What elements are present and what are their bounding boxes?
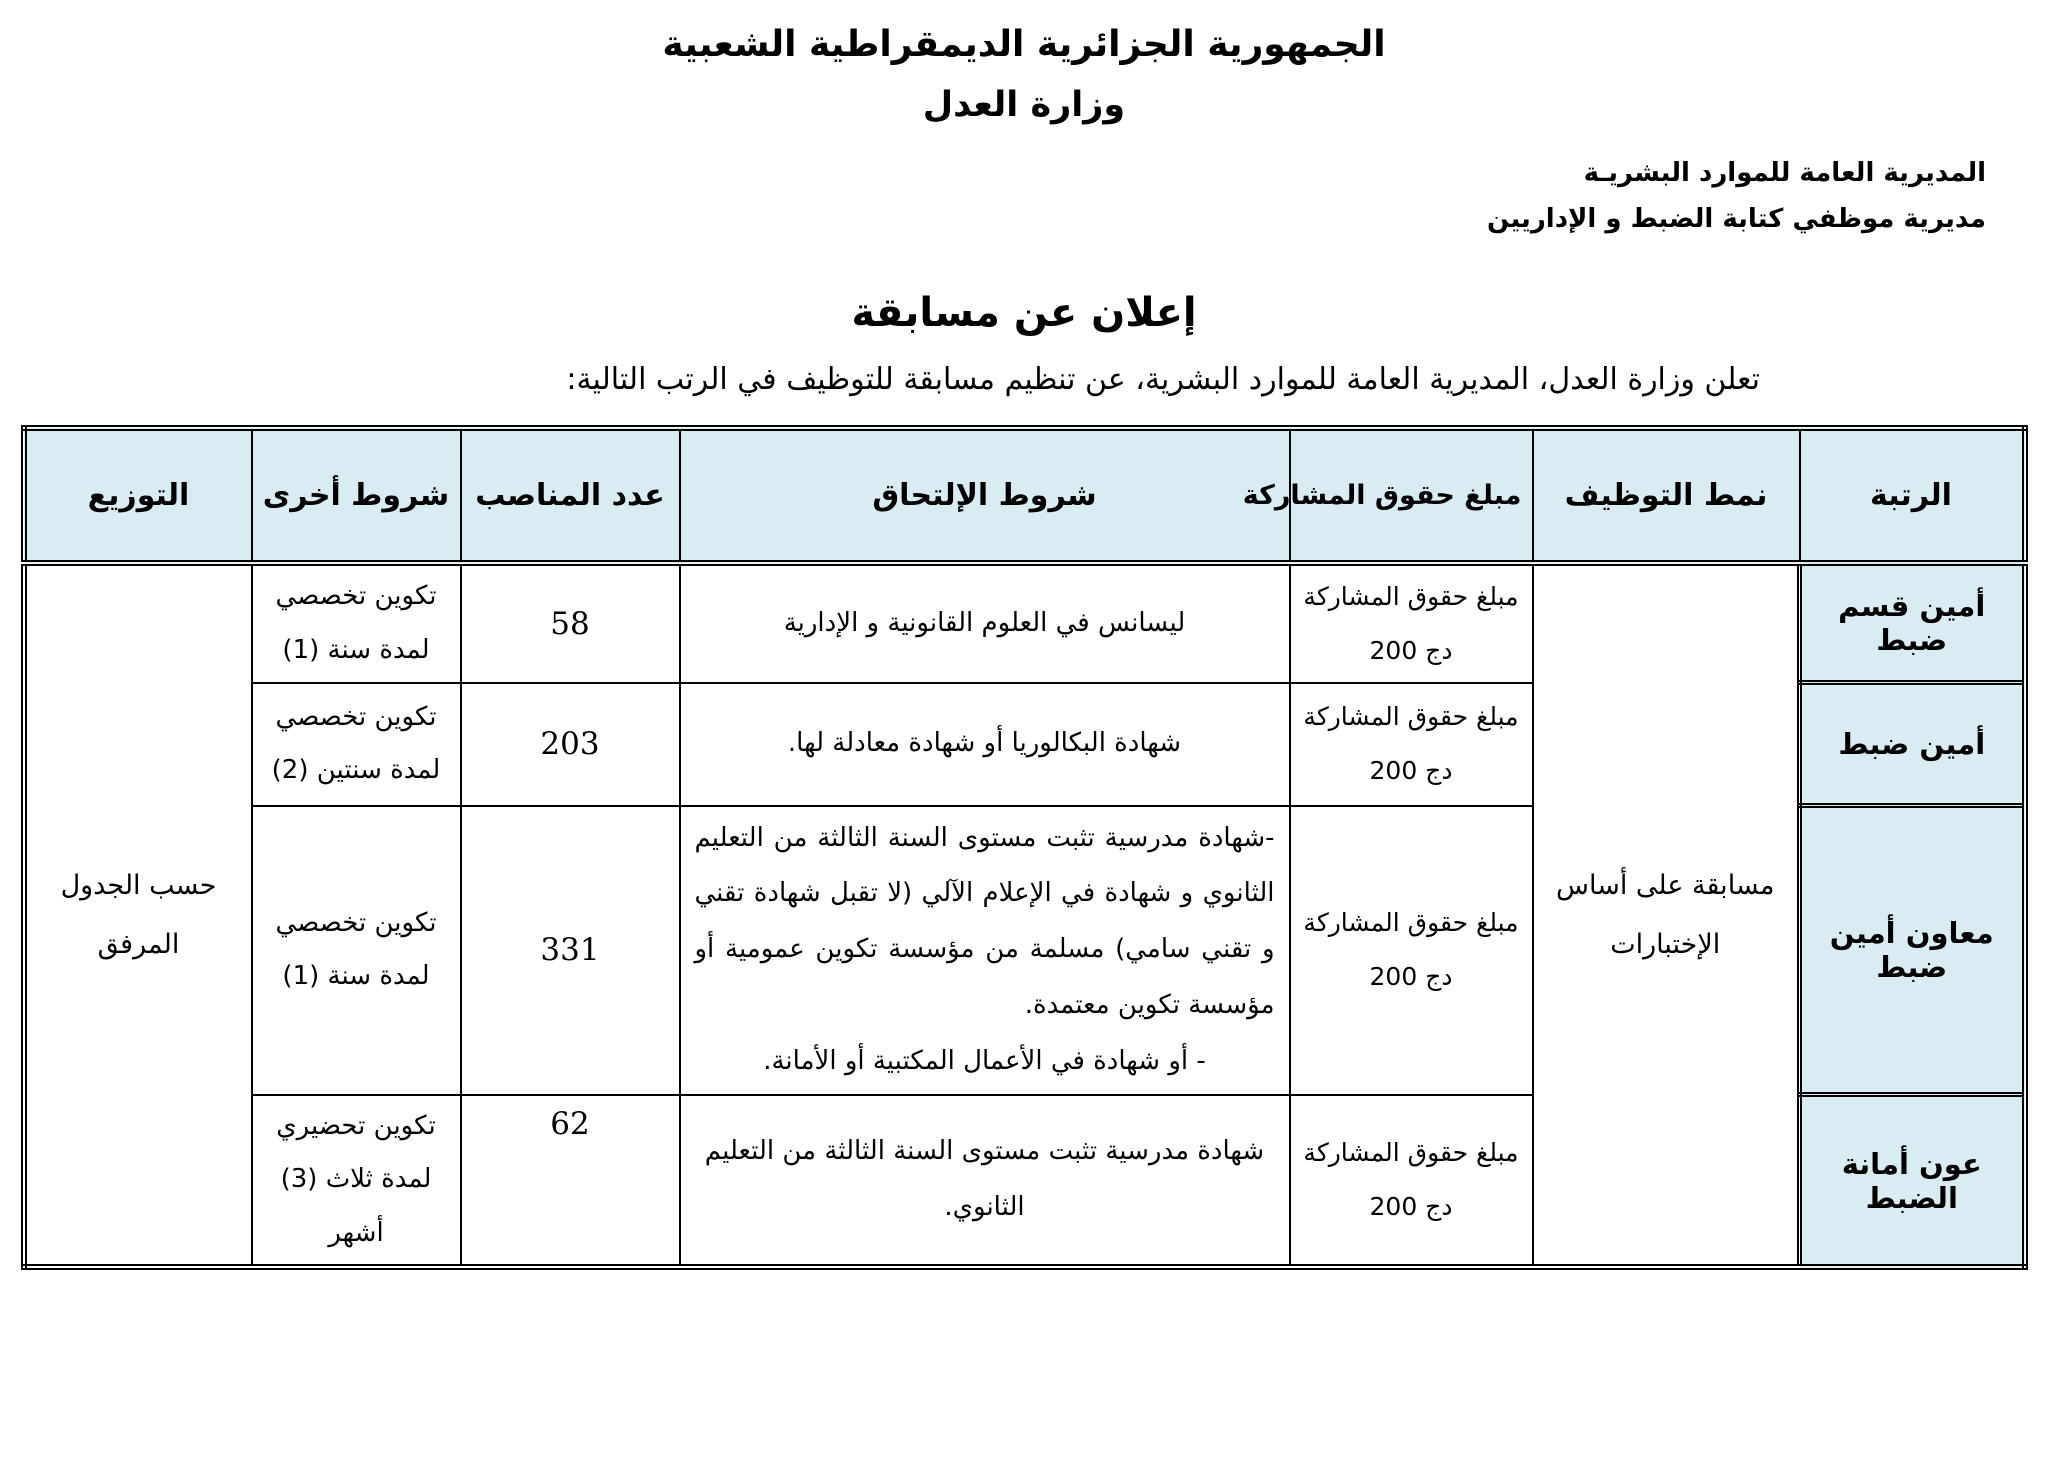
fee-amount: 200 دج	[1369, 1191, 1453, 1221]
fee-label: مبلغ حقوق المشاركة	[1303, 702, 1519, 732]
fee-label: مبلغ حقوق المشاركة	[1303, 582, 1519, 611]
table-row	[24, 563, 2025, 683]
col-header-rank: الرتبة	[1800, 428, 2025, 563]
col-header-distribution: التوزيع	[24, 428, 252, 563]
intro-paragraph: تعلن وزارة العدل، المديرية العامة للموارد البشرية، عن تنظيم مسابقة للتوظيف في الرتب التالية:	[566, 362, 1760, 397]
other-conditions-cell: تكوين تحضيري لمدة ثلاث (3) أشهر	[252, 1095, 461, 1267]
rank-cell: أمين ضبط	[1800, 683, 2025, 806]
other-conditions-cell: تكوين تخصصي لمدة سنة (1)	[252, 563, 461, 683]
positions-cell: 203	[461, 683, 680, 806]
table-header-row	[24, 428, 2025, 563]
positions-cell: 62	[461, 1095, 680, 1267]
document-page	[0, 24, 2048, 1472]
fee-cell	[1290, 806, 1533, 1095]
fee-label: مبلغ حقوق المشاركة	[1303, 1138, 1519, 1168]
conditions-cell: ليسانس في العلوم القانونية و الإدارية	[680, 563, 1290, 683]
directorate-line-2: مديرية موظفي كتابة الضبط و الإداريين	[1487, 203, 1986, 234]
fee-amount: 200 دج	[1369, 756, 1453, 785]
col-header-admission-conditions: شروط الإلتحاق	[680, 428, 1290, 563]
conditions-cell: شهادة البكالوريا أو شهادة معادلة لها.	[680, 683, 1290, 806]
fee-cell	[1290, 563, 1533, 683]
directorate-block	[0, 151, 1986, 242]
fee-amount: 200 دج	[1369, 635, 1453, 665]
rank-cell: عون أمانة الضبط	[1800, 1095, 2025, 1267]
announcement-title: إعلان عن مسابقة	[851, 290, 1197, 336]
other-conditions-cell: تكوين تخصصي لمدة سنتين (2)	[252, 683, 461, 806]
conditions-cell	[680, 806, 1290, 1095]
positions-cell: 58	[461, 563, 680, 683]
ministry-title: وزارة العدل	[922, 85, 1126, 125]
conditions-paragraph-main: -شهادة مدرسية تثبت مستوى السنة الثالثة من التعليم الثانوي و شهادة في الإعلام الآلي (لا تقبل شهادة تقني و تقني سامي) مسلمة من مؤسسة تكوين عمومية أو مؤسسة تكوين معتمدة.	[694, 822, 1275, 1021]
positions-cell: 331	[461, 806, 680, 1095]
other-conditions-cell: تكوين تخصصي لمدة سنة (1)	[252, 806, 461, 1095]
conditions-paragraph-alt: - أو شهادة في الأعمال المكتبية أو الأمانة.	[763, 1046, 1206, 1077]
col-header-participation-fee: مبلغ حقوق المشاركة	[1290, 428, 1533, 563]
fee-label: مبلغ حقوق المشاركة	[1303, 908, 1519, 938]
fee-amount: 200 دج	[1369, 962, 1453, 992]
conditions-cell: شهادة مدرسية تثبت مستوى السنة الثالثة من التعليم الثانوي.	[680, 1095, 1290, 1267]
recruitment-mode-cell: مسابقة على أساس الإختبارات	[1533, 563, 1800, 1267]
col-header-positions-count: عدد المناصب	[461, 428, 680, 563]
fee-cell	[1290, 683, 1533, 806]
col-header-recruitment-mode: نمط التوظيف	[1533, 428, 1800, 563]
distribution-cell: حسب الجدول المرفق	[24, 563, 252, 1267]
rank-cell: أمين قسم ضبط	[1800, 563, 2025, 683]
col-header-other-conditions: شروط أخرى	[252, 428, 461, 563]
directorate-line-1: المديرية العامة للموارد البشريـة	[1583, 158, 1986, 188]
recruitment-table	[21, 425, 2028, 1270]
country-title: الجمهورية الجزائرية الديمقراطية الشعبية	[662, 24, 1386, 65]
fee-cell	[1290, 1095, 1533, 1267]
rank-cell: معاون أمين ضبط	[1800, 806, 2025, 1095]
